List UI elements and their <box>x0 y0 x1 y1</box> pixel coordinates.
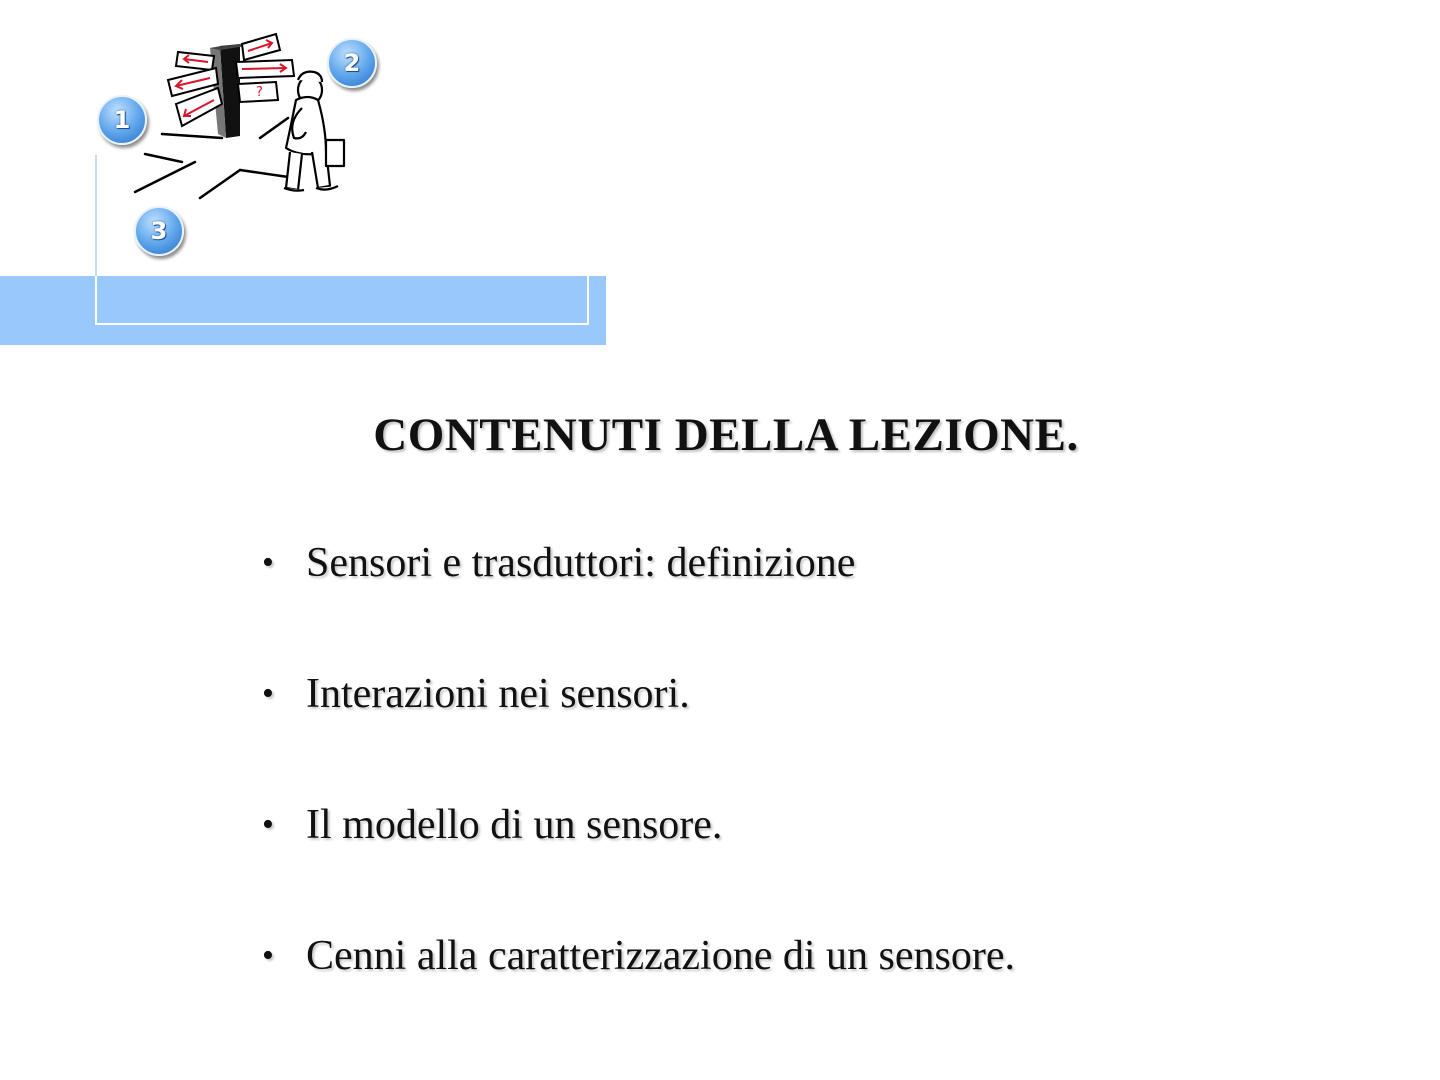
bullet-text: Sensori e trasduttori: definizione <box>306 540 856 586</box>
step-badge-1: 1 <box>97 95 147 145</box>
frame-line-right <box>587 276 589 325</box>
step-badge-2: 2 <box>327 38 377 88</box>
frame-line-bottom <box>95 323 589 325</box>
bullet-dot-icon: • <box>262 544 274 581</box>
svg-text:?: ? <box>256 85 263 100</box>
bullet-text: Cenni alla caratterizzazione di un sensore. <box>306 933 1015 979</box>
bullet-dot-icon: • <box>262 675 274 712</box>
slide-title: CONTENUTI DELLA LEZIONE. <box>373 409 1079 461</box>
step-badge-3: 3 <box>134 206 184 256</box>
bullet-text: Interazioni nei sensori. <box>306 671 690 717</box>
bullet-dot-icon: • <box>262 937 274 974</box>
header-band <box>0 276 606 345</box>
bullet-text: Il modello di un sensore. <box>306 802 723 848</box>
frame-line-left <box>95 276 97 325</box>
bullet-dot-icon: • <box>262 806 274 843</box>
